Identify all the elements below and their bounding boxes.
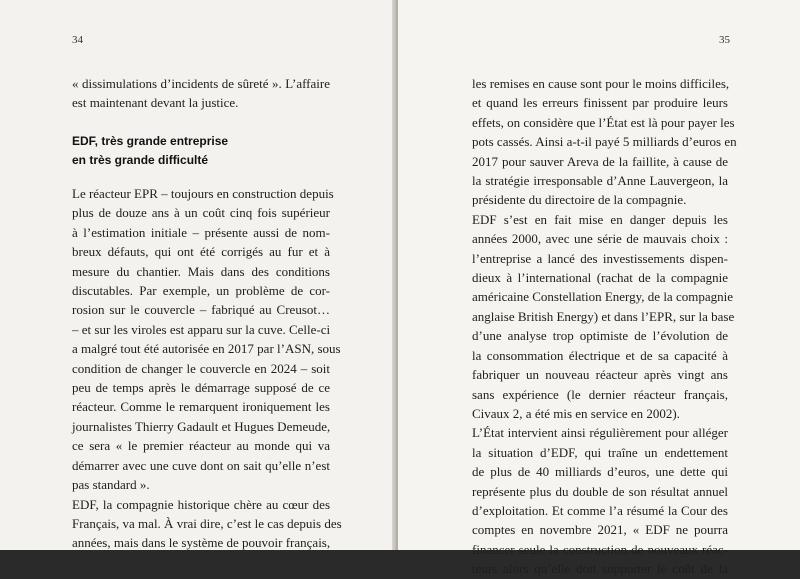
text-line: la situation d’EDF, qui traîne un endettement (472, 444, 728, 460)
page-number-right: 35 (719, 34, 730, 46)
text-line: rosion sur le couvercle – fabriqué au Creusot… (72, 302, 330, 318)
heading-line: EDF, très grande entreprise (72, 134, 229, 148)
text-line: les remises en cause sont pour le moins difficiles, (472, 76, 730, 91)
text-line: pas standard ». (72, 477, 150, 493)
text-line: années, mais dans le système de pouvoir français, (72, 535, 331, 551)
text-line: mesure du chantier. Mais dans des conditions (72, 263, 330, 279)
text-line: 2017 pour sauver Areva de la faillite, à cause de (472, 153, 728, 169)
text-line: pots cassés. Ainsi a-t-il payé 5 milliards d’euros en (472, 134, 737, 150)
left-page (0, 0, 397, 550)
text-line: démarrer avec une cuve dont on sait qu’elle n’est (72, 457, 330, 473)
text-line: représente plus du double de son résultat annuel (472, 483, 728, 499)
text-line: américaine Constellation Energy, de la compagnie (472, 289, 733, 305)
text-line: comptes en novembre 2021, « EDF ne pourra (472, 522, 728, 538)
text-line: de plus de 40 milliards d’euros, une dette qui (472, 464, 728, 480)
text-line: « dissimulations d’incidents de sûreté ». L’affaire (72, 76, 330, 91)
text-line: journalistes Thierry Gadault et Hugues Demeude, (72, 418, 331, 434)
text-line: EDF s’est en fait mise en danger depuis les (472, 211, 728, 227)
text-line: discutables. Par exemple, un problème de cor- (72, 283, 330, 299)
text-line: années 2000, avec une série de mauvais choix : (472, 231, 728, 247)
text-line: Civaux 2, a été mis en service en 2002). (472, 405, 680, 421)
text-line: d’exploitation. Et comme l’a résumé la Cour des (472, 502, 728, 518)
right-body-text (472, 74, 737, 579)
text-line: dieux à l’international (rachat de la compagnie (472, 270, 728, 286)
text-line: fabriquer un nouveau réacteur après vingt ans (472, 367, 728, 383)
text-line: Le réacteur EPR – toujours en construction depuis (72, 186, 334, 201)
text-line: la stratégie irresponsable d’Anne Lauvergeon, la (472, 173, 728, 189)
text-line: d’une analyse trop optimiste de l’évolution de (472, 328, 728, 344)
page-number-left: 34 (72, 34, 83, 46)
text-line: plus de douze ans à un coût cinq fois supérieur (72, 205, 330, 221)
text-line: L’État intervient ainsi régulièrement pour alléger (472, 425, 728, 441)
heading-line: en très grande difficulté (72, 153, 209, 167)
text-line: est maintenant devant la justice. (72, 95, 239, 111)
text-line: condition de changer le couvercle en 2024 – soit (72, 360, 330, 376)
text-line: présidente du directoire de la compagnie. (472, 192, 687, 208)
text-line: a malgré tout été autorisée en 2017 par l’ASN, sous (72, 341, 341, 357)
text-line: – et sur les viroles est apparu sur la cuve. Celle-ci (72, 321, 331, 337)
text-line: teurs alors qu’elle doit supporter le coût de la (472, 561, 728, 577)
text-line: et quand les erreurs finissent par produire leurs (472, 95, 728, 111)
text-line: Français, va mal. À vrai dire, c’est le cas depuis des (72, 515, 342, 531)
section-heading (72, 132, 332, 170)
left-top-paragraph (72, 74, 330, 113)
text-line: effets, on considère que l’État est là pour payer les (472, 114, 735, 130)
text-line: ce sera « le premier réacteur au monde qui va (72, 438, 330, 454)
left-body-text (72, 184, 342, 553)
right-page (398, 0, 800, 577)
text-line: l’entreprise a lancé des investissements dispen- (472, 250, 728, 266)
text-line: la consommation électrique et de sa capacité à (472, 347, 728, 363)
text-line: EDF, la compagnie historique chère au cœur des (72, 496, 330, 512)
text-line: anglaise British Energy) et dans l’EPR, sur la base (472, 308, 735, 324)
text-line: réacteur. Comme le remarquent ironiquement les (72, 399, 330, 415)
text-line: breux défauts, qui ont été corrigés au fur et à (72, 244, 330, 260)
text-line: à l’estimation initiale – présente aussi de nom- (72, 224, 330, 240)
text-line: financer seule la construction de nouveaux réac- (472, 541, 728, 557)
text-line: peu de temps après le démarrage supposé de ce (72, 380, 330, 396)
text-line: sans expérience (le dernier réacteur français, (472, 386, 728, 402)
